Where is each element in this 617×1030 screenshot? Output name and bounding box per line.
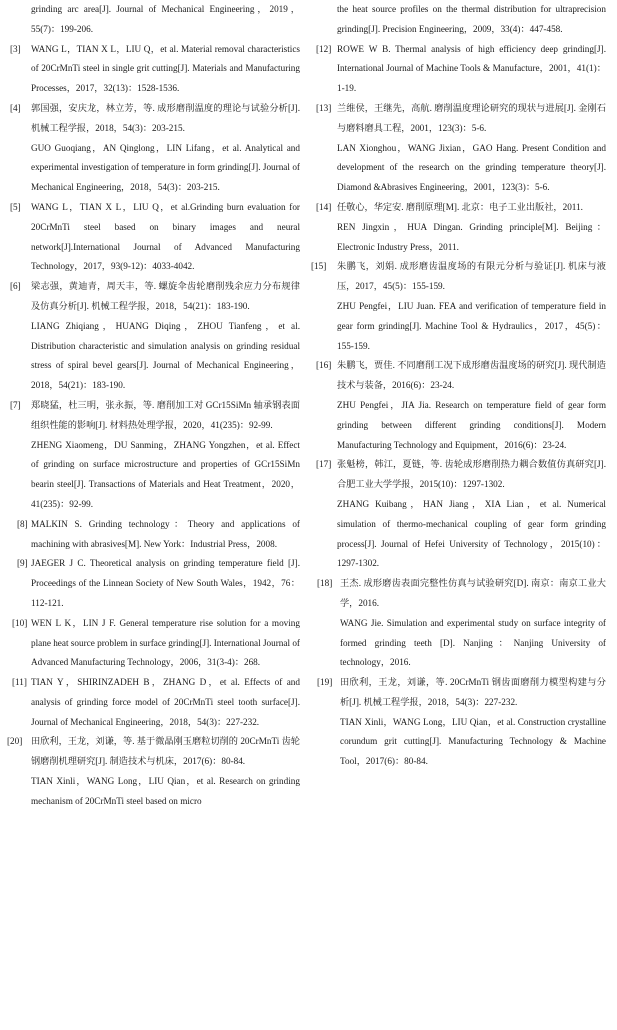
reference-entry	[0, 554, 300, 613]
reference-number: [17]	[316, 459, 332, 470]
reference-entry	[0, 198, 300, 277]
reference-text: TIAN Y，SHIRINZADEH B，ZHANG D，et al. Effects of and analysis of grinding force model of 20CrMnTi steel tooth surface[J]. Journal of Mechanical Engineering，2018，54(3)：227-232.	[31, 677, 300, 727]
reference-text: 郭国强，安庆龙，林立芳，等. 成形磨削温度的理论与试验分析[J]. 机械工程学报，2018，54(3)：203-215.	[31, 102, 300, 133]
reference-entry	[0, 277, 300, 396]
reference-number: [12]	[316, 43, 332, 54]
reference-entry	[0, 0, 300, 40]
reference-entry	[0, 99, 300, 198]
reference-text: ZHENG Xiaomeng，DU Sanming，ZHANG Yongzhen，et al. Effect of grinding on surface microstructure and properties of GCr15SiMn bearin steel[J]. Transactions of Materials and Heat Treatment，2020，41(235)：92-99.	[31, 439, 300, 509]
reference-text: MALKIN S. Grinding technology：Theory and applications of machining with abrasives[M]. New York：Industrial Press，2008.	[31, 518, 300, 549]
reference-text: 田欣利，王龙，刘谦，等. 20CrMnTi 钢齿面磨削力模型构建与分析[J]. 机械工程学报，2018，54(3)：227-232.	[340, 677, 606, 707]
reference-text: LIANG Zhiqiang，HUANG Diqing，ZHOU Tianfeng，et al. Distribution characteristic and simulation analysis on grinding residual stress of spiral bevel gears[J]. Journal of Mechanical Engineering，2018，54(21)：183-190.	[31, 320, 300, 391]
reference-entry	[0, 40, 300, 99]
reference-text: ZHANG Kuibang，HAN Jiang，XIA Lian，et al. Numerical simulation of thermo-mechanical coupling of gear form grinding process[J]. Journal of Hefei University of Technology，2015(10)：1297-1302.	[337, 498, 606, 569]
reference-text: 郑晓猛，杜三明，张永振，等. 磨削加工对 GCr15SiMn 轴承钢表面组织性能的影响[J]. 材料热处理学报，2020，41(235)：92-99.	[31, 399, 300, 430]
reference-text: 田欣利，王龙，刘谦，等. 基于微晶刚玉磨粒切削的 20CrMnTi 齿轮钢磨削机理研究[J]. 制造技术与机床，2017(6)：80-84.	[31, 736, 300, 767]
reference-entry	[0, 614, 300, 673]
reference-text: 任敬心，华定安. 磨削原理[M]. 北京：电子工业出版社，2011.	[337, 201, 583, 212]
reference-entry	[306, 0, 606, 40]
reference-number: [8]	[17, 518, 28, 529]
reference-text: LAN Xionghou，WANG Jixian，GAO Hang. Present Condition and development of the research on the grinding temperature theory[J]. Diamond &Abrasives Engineering，2001，123(3)：5-6.	[337, 142, 606, 193]
reference-number: [5]	[10, 201, 21, 212]
reference-number: [9]	[17, 558, 28, 569]
reference-text: 张魁榜，韩江，夏链，等. 齿轮成形磨削热力耦合数值仿真研究[J]. 合肥工业大学学报，2015(10)：1297-1302.	[337, 459, 606, 490]
reference-number: [6]	[10, 281, 21, 292]
reference-text: 王杰. 成形磨齿表面完整性仿真与试验研究[D]. 南京：南京工业大学，2016.	[340, 578, 606, 608]
reference-number: [19]	[317, 677, 333, 688]
reference-text: GUO Guoqiang，AN Qinglong，LIN Lifang，et al. Analytical and experimental investigation of temperature in form grinding[J]. Journal of Mechanical Engineering，2018，54(3)：203-215.	[31, 142, 300, 193]
reference-number: [14]	[316, 201, 332, 212]
reference-number: [11]	[12, 677, 27, 688]
reference-text: ZHU Pengfei，JIA Jia. Research on temperature field of gear form grinding between different grinding conditions[J]. Modern Manufacturing Technology and Equipment，2016(6)：23-24.	[337, 399, 606, 450]
reference-text: 梁志强，黄迪青，周天丰，等. 螺旋伞齿轮磨削残余应力分布规律及仿真分析[J]. 机械工程学报，2018，54(21)：183-190.	[31, 281, 300, 311]
reference-text: ROWE W B. Thermal analysis of high efficiency deep grinding[J]. International Journal of Machine Tools & Manufacture，2001，41(1)：1-19.	[337, 43, 606, 94]
reference-entry	[306, 673, 606, 772]
left-column	[0, 0, 300, 812]
reference-text: 朱鹏飞，贾佳. 不同磨削工况下成形磨齿温度场的研究[J]. 现代制造技术与装备，2016(6)：23-24.	[337, 360, 606, 391]
reference-text: 兰维侯，王继先，高航. 磨削温度理论研究的现状与进展[J]. 金刚石与磨料磨具工程，2001，123(3)：5-6.	[337, 102, 606, 133]
reference-entry	[0, 396, 300, 515]
reference-entry	[306, 455, 606, 574]
reference-entry	[0, 732, 300, 811]
reference-number: [10]	[12, 617, 28, 628]
reference-entry	[306, 198, 606, 257]
reference-entry	[0, 673, 300, 732]
reference-number: [3]	[10, 43, 21, 54]
reference-text: WANG Jie. Simulation and experimental study on surface integrity of formed grinding teeth [D]. Nanjing：Nanjing University of technology，2016.	[340, 617, 606, 668]
reference-text: TIAN Xinli，WANG Long，LIU Qian，et al. Research on grinding mechanism of 20CrMnTi steel based on micro	[31, 776, 300, 806]
reference-number: [16]	[316, 360, 332, 371]
reference-text: TIAN Xinli，WANG Long，LIU Qian，et al. Construction crystalline corundum grit cutting[J]. Manufacturing Technology & Machine Tool，2017(6)：80-84.	[340, 716, 606, 767]
reference-number: [18]	[317, 578, 333, 589]
reference-text: WEN L K，LIN J F. General temperature rise solution for a moving plane heat source problem in surface grinding[J]. International Journal of Advanced Manufacturing Technology，2006，31(3-4)：268.	[31, 617, 300, 668]
reference-entry	[0, 515, 300, 555]
reference-entry	[306, 257, 606, 356]
reference-number: [15]	[311, 261, 327, 272]
reference-text: WANG L，TIAN X L，LIU Q，et al.Grinding burn evaluation for 20CrMnTi steel based on binary images and neural network[J].International Journal of Advanced Manufacturing Technology，2017，93(9-12)：4033-4042.	[31, 201, 300, 272]
reference-text: REN Jingxin，HUA Dingan. Grinding principle[M]. Beijing：Electronic Industry Press，2011.	[337, 221, 606, 252]
reference-entry	[306, 356, 606, 455]
reference-number: [4]	[10, 102, 21, 113]
reference-entry	[306, 574, 606, 673]
reference-text: ZHU Pengfei，LIU Juan. FEA and verification of temperature field in gear form grinding[J]. Machine Tool & Hydraulics，2017，45(5)：155-159.	[337, 300, 606, 351]
reference-text: JAEGER J C. Theoretical analysis on grinding temperature field [J]. Proceedings of the Linnean Society of New South Wales，1942，76：112-121.	[31, 558, 300, 608]
reference-text: grinding arc area[J]. Journal of Mechanical Engineering，2019，55(7)：199-206.	[31, 4, 300, 34]
reference-number: [7]	[10, 399, 21, 410]
reference-number: [20]	[7, 736, 23, 747]
reference-text: WANG L，TIAN X L，LIU Q，et al. Material removal characteristics of 20CrMnTi steel in single grit cutting[J]. Materials and Manufacturing Processes，2017，32(13)：1528-1536.	[31, 43, 300, 94]
reference-text: 朱鹏飞，刘娟. 成形磨齿温度场的有限元分析与验证[J]. 机床与液压，2017，45(5)：155-159.	[337, 261, 606, 292]
reference-entry	[306, 99, 606, 198]
reference-text: the heat source profiles on the thermal distribution for ultraprecision grinding[J]. Precision Engineering，2009，33(4)：447-458.	[337, 4, 606, 34]
right-column	[306, 0, 606, 772]
reference-number: [13]	[316, 102, 332, 113]
reference-entry	[306, 40, 606, 99]
